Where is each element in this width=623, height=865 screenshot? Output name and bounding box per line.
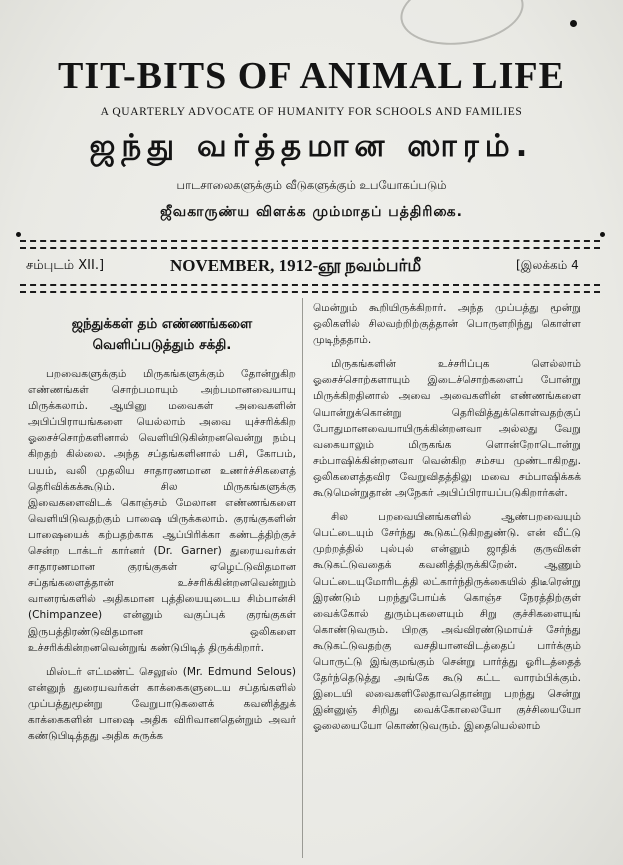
issue-date: NOVEMBER, 1912-ஞூ நவம்பர்மீ — [170, 256, 422, 275]
tamil-masthead-tagline: ஜீவகாருண்ய விளக்க மும்மாதப் பத்திரிகை. — [160, 204, 463, 220]
issue-info-row — [0, 256, 623, 278]
paragraph: மிஸ்டர் எட்மண்ட் செலூஸ் (Mr. Edmund Selous) என்னுந் துரையவர்கள் காக்கைகளுடைய சப்தங்களில் முப்பத்துமூன்று வேறுபாடுகளைக் கவனித்துக் காக்கைகளின் பாஷை அதிக விரிவானதென்றும் அவர் கண்டுபிடித்தது அதிக சுருக்க — [28, 665, 296, 743]
tamil-masthead-subtitle: பாடசாலைகளுக்கும் வீடுகளுக்கும் உபயோகப்படும் — [176, 178, 447, 192]
tamil-masthead-title: ஜந்து வர்த்தமான ஸாரம். — [89, 128, 534, 164]
ink-dot — [16, 232, 21, 237]
paragraph: மிருகங்களின் உச்சரிப்புக ளெல்லாம் ஓசைச்சொற்களாயும் இடைச்சொற்களைப் போன்று மிருக்கிறதினால் அவை அவைகளின் எண்ணங்களை யொன்றுக்கொன்று தெரிவித்துக்கொள்வதற்குப் போதுமானவையாயிருக்கின்றனவா அல்லது வேறு வகையாலும் மிருகங்க ளொன்றோடொன்று சம்பாஷிக்கின்றனவா வென்கிற சம்சய முண்டாகிறது. ஒலிகளைத்தவிர வேறுவிதத்திலு மவை சம்பாஷிக்கக் கூடுமென்றுதான் அநேகர் அபிப்பிராயப்படுகிறார்கள். — [313, 358, 581, 500]
article-heading — [28, 314, 296, 356]
masthead-subtitle: A QUARTERLY ADVOCATE OF HUMANITY FOR SCHOOLS AND FAMILIES — [100, 106, 523, 118]
article-column-left — [28, 300, 296, 752]
paragraph: மென்றும் கூறியிருக்கிறார். அந்த முப்பத்து மூன்று ஒலிகளில் சிலவற்றிற்குத்தான் பொருளறிந்து கொள்ள முடிந்ததாம். — [313, 302, 581, 347]
ink-dot — [600, 232, 605, 237]
masthead-title: TIT-BITS OF ANIMAL LIFE — [58, 55, 565, 97]
article-column-right — [313, 300, 581, 742]
library-stamp — [396, 0, 528, 52]
column-divider — [302, 298, 303, 858]
paragraph: பறவைகளுக்கும் மிருகங்களுக்கும் தோன்றுகிற எண்ணங்கள் சொற்பமாயும் அற்பமானவையாயு மிருக்கலாம். ஆயினு மவைகள் அவைகளின் அபிப்பிராயங்களை யெல்லாம் அவை யுச்சரிக்கிற ஓசைச்சொற்களினால் வெளியிடுகின்றனவென்று நம்பு கிறதற் கில்லை. அந்த சப்தங்களினால் பசி, கோபம், பயம், வலி முதலிய சாதாரணமான உணர்ச்சிகளைத் தெரிவிக்கக்கூடும். சில மிருகங்களுக்கு இவைகளைவிடக் கொஞ்சம் மேலான எண்ணங்களை வெளியிடுவதற்கும் பாஷை யிருக்கலாம். குரங்குகளின் பாஷையைக் கற்பதற்காக ஆப்பிரிக்கா கண்டத்திற்குச் சென்ற டாக்டர் கார்னர் (Dr. Garner) துரையவர்கள் சாதாரணமான குரங்குகள் ஏழெட்டுவிதமான சப்தங்களைத்தான் உச்சரிக்கின்றனவென்றும் வானரங்களில் அதிகமான புத்தியையுடைய சிம்பான்சி (Chimpanzee) என்னும் வகுப்புக் குரங்குகள் இருபத்திரண்டுவிதமான ஒலிகளை உச்சரிக்கின்றனவென்றுங் கண்டுபிடித் திருக்கிறார். — [28, 368, 296, 654]
article-heading-line-1: ஜந்துக்கள் தம் எண்ணங்களை — [71, 316, 253, 332]
issue-volume: சம்புடம் XII.] — [26, 258, 105, 273]
article-heading-line-2: வெளிப்படுத்தும் சக்தி. — [92, 337, 232, 353]
paragraph: சில பறவையினங்களில் ஆண்பறவையும் பெட்டையும் சேர்ந்து கூடுகட்டுகிறதுண்டு. என் வீட்டு முற்றத்தில் புல்புல் என்னும் ஜாதிக் குருவிகள் கூடுகட்டுவதைக் கவனித்திருக்கிறேன். ஆணும் பெட்டையுமோரிடத்தி லட்கார்ந்திருக்கையில் திடீரென்று இரண்டும் பறந்துபோய்க் கொஞ்ச நேரத்திற்குள் வைக்கோல் துரும்புகளையும் சிறு குச்சிகளையுங் கொண்டுவரும். பிறகு அவ்விரண்டுமாய்ச் சேர்ந்து கூடுகட்டுவதற்கு வசதியானவிடத்தைப் பார்க்கும் பொருட்டு இங்குமங்கும் சென்று பார்த்து ஓரிடத்தைத் தேர்ந்தெடுத்து அங்கே கூடு கட்ட வாரம்பிக்கும். இடையி லவைகளிலேதாவதொன்று பறந்து சென்று இன்னுஞ் சிறிது வைக்கோலையோ குச்சியையோ ஓலையையோ கொண்டுவரும். இதையெல்லாம் — [313, 511, 581, 733]
issue-number: [இலக்கம் 4 — [516, 258, 579, 272]
dashed-rule-bottom — [20, 284, 600, 293]
ink-dot — [570, 20, 577, 27]
dashed-rule-top — [20, 240, 600, 249]
